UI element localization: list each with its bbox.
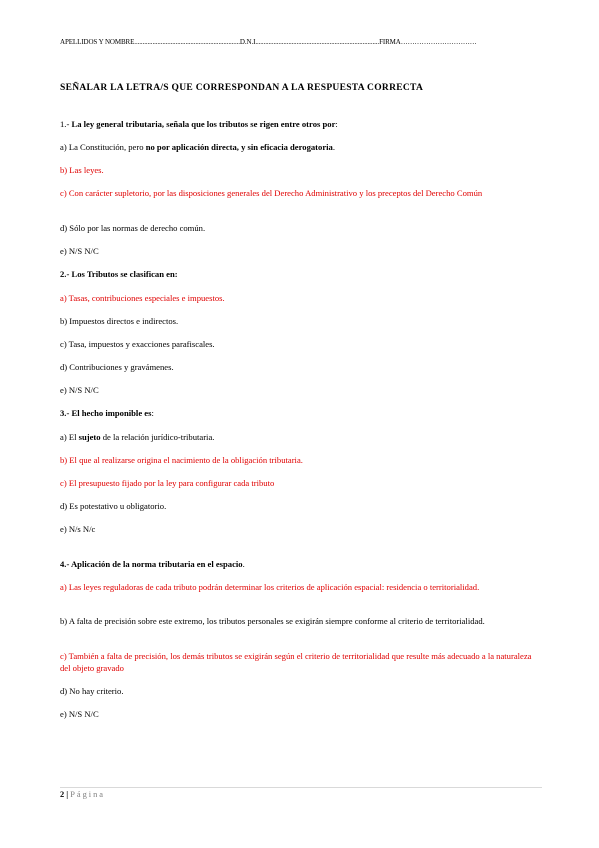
option-a-emphasis: no por aplicación directa, y sin eficacia derogatoria: [145, 142, 333, 152]
question-4-option-e: e) N/S N/C: [60, 709, 99, 719]
question-4-option-c: c) También a falta de precisión, los demás tributos se exigirán según el criterio de territorialidad que resulte más adecuado a la naturaleza del objeto gravado: [60, 651, 532, 673]
question-3-option-d: d) Es potestativo u obligatorio.: [60, 501, 167, 511]
question-2-option-c: c) Tasa, impuestos y exacciones parafiscales.: [60, 339, 215, 349]
question-1-stem: [60, 118, 540, 130]
question-4-option-a: a) Las leyes reguladoras de cada tributo podrán determinar los criterios de aplicación espacial: residencia o territorialidad.: [60, 582, 480, 592]
question-4-text: 4.- Aplicación de la norma tributaria en el espacio: [60, 559, 243, 569]
question-1-option-a: [60, 141, 540, 153]
question-4-period: .: [242, 559, 245, 569]
question-3-option-c: c) El presupuesto fijado por la ley para configurar cada tributo: [60, 478, 275, 488]
option-a-suffix: .: [332, 142, 335, 152]
question-2-option-d: d) Contribuciones y gravámenes.: [60, 362, 174, 372]
header-fields-line: APELLIDOS Y NOMBRE................................................................D.N.I...........................................................................FIRMA……………………………: [60, 38, 477, 46]
question-3-stem: [60, 407, 540, 419]
question-1-text: La ley general tributaria, señala que los tributos se rigen entre otros por: [71, 119, 336, 129]
question-1-option-e: e) N/S N/C: [60, 246, 99, 256]
option-a-prefix: a) La Constitución, pero: [60, 142, 146, 152]
question-2-option-a: a) Tasas, contribuciones especiales e impuestos.: [60, 293, 225, 303]
question-1-option-d: d) Sólo por las normas de derecho común.: [60, 223, 206, 233]
question-3-option-e: e) N/s N/c: [60, 524, 96, 534]
question-1-option-c: c) Con carácter supletorio, por las disposiciones generales del Derecho Administrativo y los preceptos del Derecho Común: [60, 188, 483, 198]
question-1-number: 1.-: [60, 119, 72, 129]
question-3-colon: :: [151, 408, 154, 418]
question-3-option-a: [60, 431, 540, 443]
question-4-option-d: d) No hay criterio.: [60, 686, 124, 696]
question-4-option-b: b) A falta de precisión sobre este extremo, los tributos personales se exigirán siempre conforme al criterio de territorialidad.: [60, 616, 485, 626]
question-2-stem: 2.- Los Tributos se clasifican en:: [60, 269, 178, 279]
option-a-prefix: a) El: [60, 432, 79, 442]
page-footer: [60, 790, 105, 799]
option-a-emphasis: sujeto: [78, 432, 101, 442]
question-1-colon: :: [335, 119, 338, 129]
question-3-text: 3.- El hecho imponible es: [60, 408, 152, 418]
page-label: Página: [70, 790, 106, 799]
footer-separator: |: [64, 790, 71, 799]
page-number: 2: [60, 790, 65, 799]
question-4-stem: [60, 558, 540, 570]
question-3-option-b: b) El que al realizarse origina el nacimiento de la obligación tributaria.: [60, 455, 303, 465]
option-a-suffix: de la relación jurídico-tributaria.: [100, 432, 215, 442]
footer-divider: [60, 787, 542, 788]
question-2-option-b: b) Impuestos directos e indirectos.: [60, 316, 179, 326]
question-2-option-e: e) N/S N/C: [60, 385, 99, 395]
question-1-option-b: b) Las leyes.: [60, 165, 104, 175]
exam-instructions-title: SEÑALAR LA LETRA/S QUE CORRESPONDAN A LA RESPUESTA CORRECTA: [60, 83, 424, 93]
